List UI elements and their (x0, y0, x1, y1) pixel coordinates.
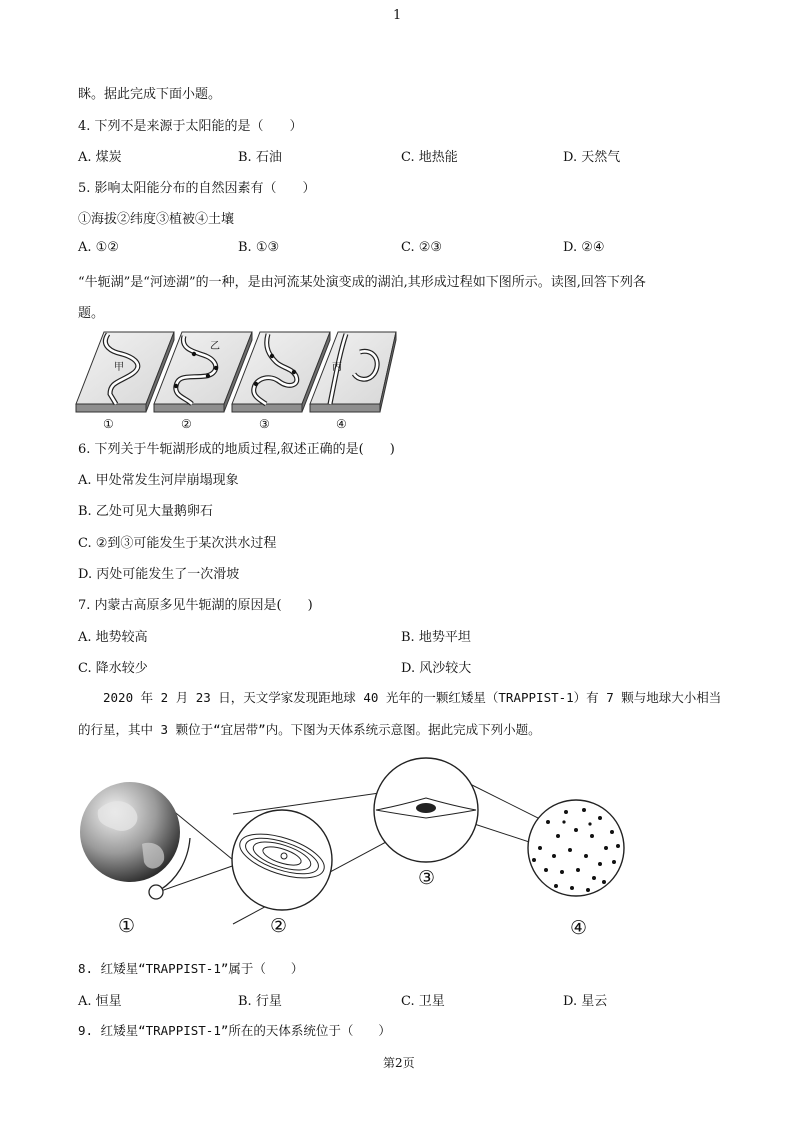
q6-stem: 6. 下列关于牛轭湖形成的地质过程,叙述正确的是( ) (78, 442, 395, 457)
galaxy-circle (374, 758, 478, 862)
oxbow-label-yi: 乙 (210, 341, 220, 352)
oxbow-stage-2: ② (181, 417, 192, 431)
oxbow-label-bing: 丙 (332, 362, 342, 373)
celestial-label-1: ① (118, 915, 136, 937)
page-footer-label: 第2页 (383, 1056, 415, 1070)
oxbow-stage-1: ① (103, 417, 114, 431)
solar-system-circle (232, 810, 332, 910)
oxbow-lake-figure (70, 322, 400, 432)
q5-items: ①海拔②纬度③植被④土壤 (78, 212, 235, 227)
trappist-intro-line2: 的行星，其中 3 颗位于“宜居带”内。下图为天体系统示意图。据此完成下列小题。 (78, 722, 541, 737)
q4-stem: 4. 下列不是来源于太阳能的是（ ） (78, 119, 303, 134)
q7-option-b[interactable]: B. 地势平坦 (401, 630, 471, 645)
oxbow-stage-4: ④ (336, 417, 347, 431)
q4-option-a[interactable]: A. 煤炭 (78, 150, 122, 165)
q6-option-b[interactable]: B. 乙处可见大量鹅卵石 (78, 504, 213, 519)
page-number-top: 1 (393, 8, 402, 23)
q8-stem: 8. 红矮星“TRAPPIST-1”属于（ ） (78, 961, 304, 976)
q5-option-d[interactable]: D. ②④ (563, 240, 605, 255)
q6-option-c[interactable]: C. ②到③可能发生于某次洪水过程 (78, 536, 277, 551)
oxbow-intro-line2: 题。 (78, 306, 105, 321)
q9-stem: 9. 红矮星“TRAPPIST-1”所在的天体系统位于（ ） (78, 1023, 391, 1038)
q4-option-d[interactable]: D. 天然气 (563, 150, 621, 165)
trappist-intro-line1: 2020 年 2 月 23 日，天文学家发现距地球 40 光年的一颗红矮星（TRAPPIST-1）有 7 颗与地球大小相当 (103, 690, 722, 705)
earth-globe (80, 782, 180, 882)
q4-option-b[interactable]: B. 石油 (238, 150, 282, 165)
q5-option-a[interactable]: A. ①② (78, 240, 119, 255)
q5-stem: 5. 影响太阳能分布的自然因素有（ ） (78, 181, 316, 196)
q8-option-c[interactable]: C. 卫星 (401, 994, 445, 1009)
q8-option-d[interactable]: D. 星云 (563, 994, 608, 1009)
celestial-label-4: ④ (570, 917, 588, 939)
celestial-label-2: ② (270, 915, 288, 937)
q7-option-d[interactable]: D. 风沙较大 (401, 661, 472, 676)
q4-option-c[interactable]: C. 地热能 (401, 150, 458, 165)
q6-option-a[interactable]: A. 甲处常发生河岸崩塌现象 (78, 473, 239, 488)
oxbow-intro-line1: “牛轭湖”是“河迹湖”的一种，是由河流某处演变成的湖泊,其形成过程如下图所示。读图,回答下列各 (78, 275, 646, 290)
universe-circle (528, 800, 624, 896)
q6-option-d[interactable]: D. 丙处可能发生了一次滑坡 (78, 567, 240, 582)
q5-option-b[interactable]: B. ①③ (238, 240, 280, 255)
celestial-system-figure (78, 752, 638, 942)
oxbow-label-jia: 甲 (114, 362, 124, 373)
q8-option-b[interactable]: B. 行星 (238, 994, 282, 1009)
q8-option-a[interactable]: A. 恒星 (78, 994, 122, 1009)
q7-option-c[interactable]: C. 降水较少 (78, 661, 148, 676)
q7-option-a[interactable]: A. 地势较高 (78, 630, 148, 645)
intro-tail: 眯。据此完成下面小题。 (78, 87, 222, 102)
moon (149, 885, 163, 899)
oxbow-stage-3: ③ (259, 417, 270, 431)
celestial-label-3: ③ (418, 867, 436, 889)
q7-stem: 7. 内蒙古高原多见牛轭湖的原因是( ) (78, 598, 313, 613)
q5-option-c[interactable]: C. ②③ (401, 240, 443, 255)
